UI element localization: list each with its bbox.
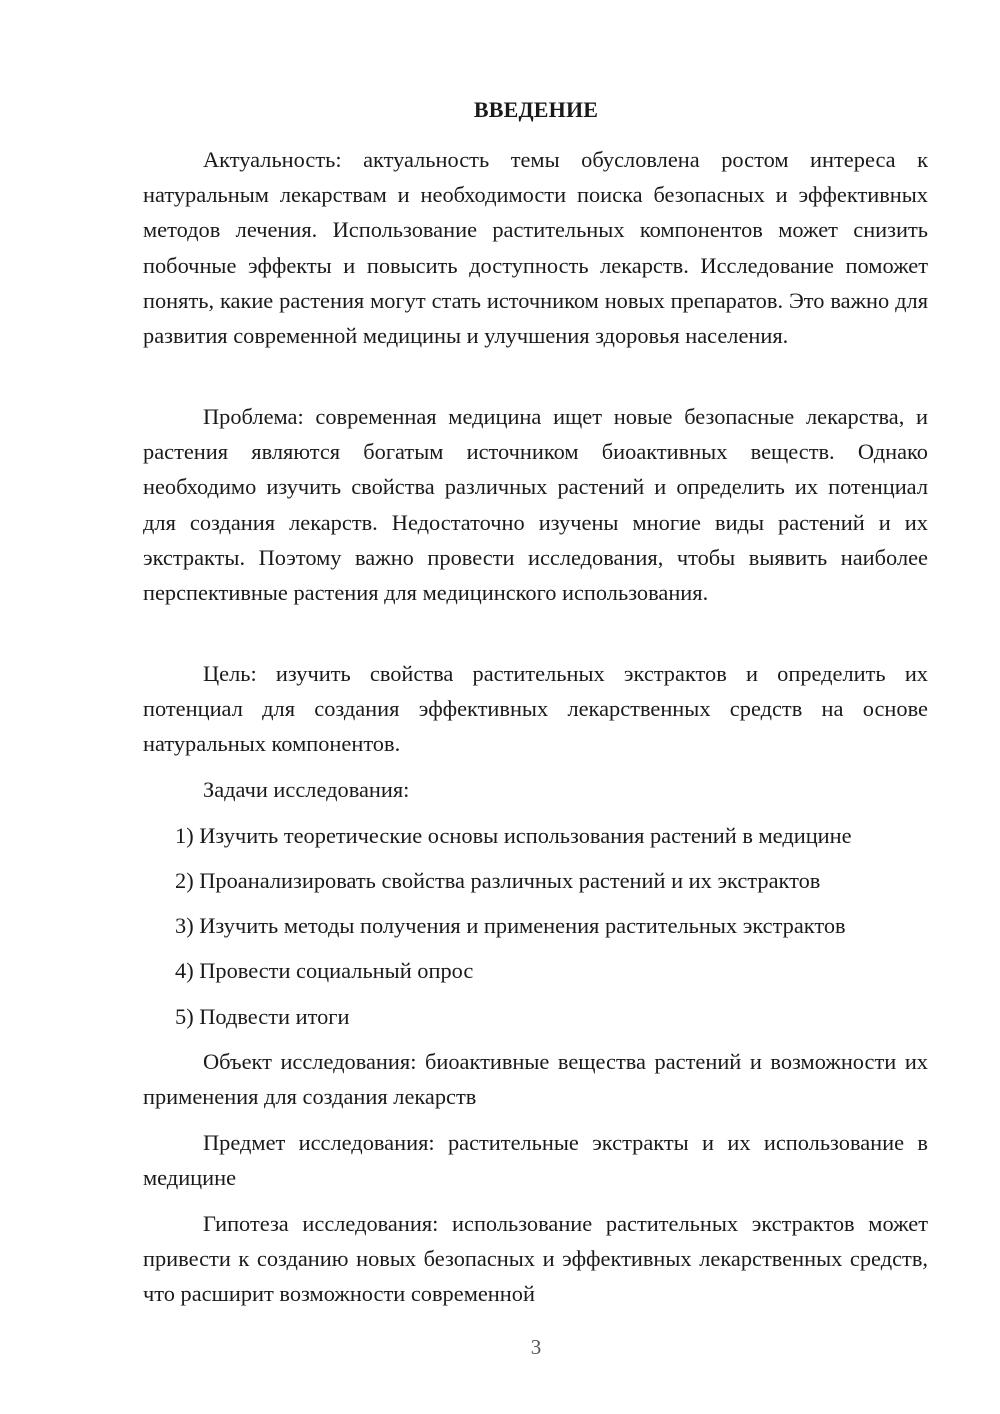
page-number: 3 — [530, 1335, 542, 1359]
task-item: 1) Изучить теоретические основы использования растений в медицине — [175, 823, 852, 848]
task-item: 3) Изучить методы получения и применения растительных экстрактов — [175, 913, 846, 938]
tasks-heading: Задачи исследования: — [203, 777, 410, 802]
task-item: 2) Проанализировать свойства различных растений и их экстрактов — [175, 868, 821, 893]
task-item: 4) Провести социальный опрос — [175, 958, 474, 983]
goal-paragraph: Цель: изучить свойства растительных экстрактов и определить их потенциал для создания эффективных лекарственных средств на основе натуральных компонентов. — [143, 661, 928, 757]
task-item: 5) Подвести итоги — [175, 1004, 350, 1029]
page-title: ВВЕДЕНИЕ — [473, 97, 599, 122]
hypothesis-paragraph: Гипотеза исследования: использование растительных экстрактов может привести к созданию новых безопасных и эффективных лекарственных средств, что расширит возможности современной — [143, 1211, 928, 1307]
subject-paragraph: Предмет исследования: растительные экстракты и их использование в медицине — [143, 1130, 928, 1191]
relevance-paragraph: Актуальность: актуальность темы обусловлена ростом интереса к натуральным лекарствам и необходимости поиска безопасных и эффективных методов лечения. Использование растительных компонентов может снизить побочные эффекты и повысить доступность лекарств. Исследование поможет понять, какие растения могут стать источником новых препаратов. Это важно для развития современной медицины и улучшения здоровья населения. — [143, 147, 928, 349]
object-paragraph: Объект исследования: биоактивные вещества растений и возможности их применения для создания лекарств — [143, 1049, 928, 1110]
problem-paragraph: Проблема: современная медицина ищет новые безопасные лекарства, и растения являются богатым источником биоактивных веществ. Однако необходимо изучить свойства различных растений и определить их потенциал для создания лекарств. Недостаточно изучены многие виды растений и их экстракты. Поэтому важно провести исследования, чтобы выявить наиболее перспективные растения для медицинского использования. — [143, 404, 928, 606]
